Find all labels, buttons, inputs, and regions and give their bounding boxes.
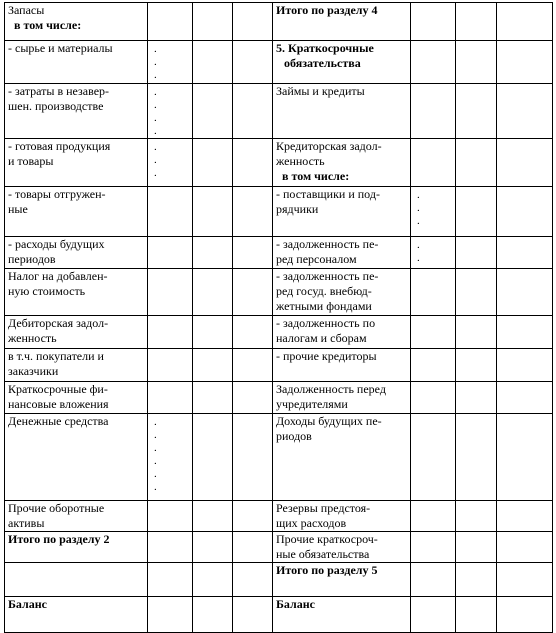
- left-item-label: [5, 563, 148, 597]
- right-value-cell: [411, 349, 456, 382]
- right-value-cell: [411, 316, 456, 349]
- right-value-cell: . . .: [411, 187, 456, 237]
- right-item-text: Кредиторская задол- женность: [276, 139, 382, 168]
- left-item-text: - сырье и материалы: [8, 41, 113, 55]
- left-value-cell-3: [233, 532, 273, 563]
- right-value-cell-3: [497, 237, 553, 269]
- right-item-text: Задолженность перед учредителями: [276, 382, 386, 411]
- left-value-cell-2: [193, 597, 233, 633]
- right-item-text: Займы и кредиты: [276, 84, 365, 98]
- left-value-cell-3: [233, 563, 273, 597]
- left-value-cell-2: [193, 139, 233, 187]
- left-value-cell: [148, 349, 193, 382]
- left-value-cell-2: [193, 501, 233, 532]
- right-value-cell-3: [497, 41, 553, 84]
- left-value-cell: [148, 532, 193, 563]
- right-value-cell: [411, 139, 456, 187]
- right-item-continuation: обязательства: [284, 56, 361, 70]
- left-item-label: [5, 316, 148, 349]
- left-value-cell-2: [193, 41, 233, 84]
- left-item-label: [5, 349, 148, 382]
- right-value-cell-3: [497, 269, 553, 316]
- table-row: [5, 139, 553, 187]
- right-item-text: - задолженность пе- ред персоналом: [276, 237, 379, 266]
- left-value-cell: [148, 3, 193, 41]
- left-item-text: - товары отгружен- ные: [8, 187, 106, 216]
- left-value-cell: . . . .: [148, 84, 193, 139]
- left-item-subheading: в том числе:: [14, 18, 82, 32]
- left-value-cell-3: [233, 316, 273, 349]
- right-value-cell: [411, 3, 456, 41]
- left-value-cell-3: [233, 139, 273, 187]
- right-value-cell-3: [497, 139, 553, 187]
- left-item-text: - затраты в незавер- шен. производстве: [8, 84, 110, 113]
- left-value-cell-2: [193, 563, 233, 597]
- right-item-label: [273, 563, 411, 597]
- left-item-text: Дебиторская задол- женность: [8, 316, 109, 345]
- table-row: [5, 501, 553, 532]
- right-value-cell-3: [497, 501, 553, 532]
- left-item-label: [5, 237, 148, 269]
- right-value-cell-2: [456, 41, 497, 84]
- table-row: [5, 414, 553, 501]
- right-item-label: [273, 84, 411, 139]
- right-value-cell-3: [497, 84, 553, 139]
- left-value-cell: . . .: [148, 41, 193, 84]
- left-item-label: [5, 3, 148, 41]
- right-item-label: [273, 532, 411, 563]
- right-item-label: [273, 41, 411, 84]
- right-value-cell-3: [497, 382, 553, 414]
- right-value-cell-3: [497, 3, 553, 41]
- right-item-subheading: в том числе:: [282, 169, 350, 183]
- left-item-label: [5, 532, 148, 563]
- left-value-cell-2: [193, 532, 233, 563]
- left-item-label: [5, 382, 148, 414]
- left-value-cell-3: [233, 269, 273, 316]
- left-item-label: [5, 187, 148, 237]
- left-value-cell-2: [193, 187, 233, 237]
- left-value-cell-2: [193, 316, 233, 349]
- left-value-cell-3: [233, 3, 273, 41]
- left-value-cell-3: [233, 382, 273, 414]
- left-item-text: в т.ч. покупатели и заказчики: [8, 349, 104, 378]
- left-value-cell: [148, 269, 193, 316]
- left-item-text: Налог на добавлен- ную стоимость: [8, 269, 108, 298]
- right-value-cell-3: [497, 532, 553, 563]
- table-row: [5, 237, 553, 269]
- right-value-cell: [411, 563, 456, 597]
- right-item-text: Итого по разделу 5: [276, 563, 378, 577]
- right-value-cell-2: [456, 269, 497, 316]
- right-value-cell-2: [456, 501, 497, 532]
- right-value-cell-2: [456, 316, 497, 349]
- left-item-text: Баланс: [8, 597, 48, 611]
- right-value-cell: . .: [411, 237, 456, 269]
- right-value-cell-2: [456, 563, 497, 597]
- left-item-label: [5, 41, 148, 84]
- left-value-cell-3: [233, 84, 273, 139]
- left-value-cell-2: [193, 269, 233, 316]
- right-item-text: - задолженность по налогам и сборам: [276, 316, 376, 345]
- table-row: [5, 3, 553, 41]
- left-item-label: [5, 414, 148, 501]
- right-value-cell-2: [456, 532, 497, 563]
- left-item-label: [5, 597, 148, 633]
- right-item-label: [273, 316, 411, 349]
- right-item-text: Итого по разделу 4: [276, 3, 378, 17]
- left-value-cell: [148, 597, 193, 633]
- right-item-label: [273, 501, 411, 532]
- left-value-cell: . . . . . .: [148, 414, 193, 501]
- left-item-label: [5, 84, 148, 139]
- table-row: [5, 316, 553, 349]
- left-item-text: Запасы: [8, 3, 45, 17]
- left-value-cell-2: [193, 349, 233, 382]
- left-item-text: - готовая продукция и товары: [8, 139, 111, 168]
- table-row: [5, 563, 553, 597]
- table-row: [5, 349, 553, 382]
- left-value-cell: [148, 563, 193, 597]
- table-row: [5, 41, 553, 84]
- left-value-cell-3: [233, 501, 273, 532]
- right-value-cell-2: [456, 187, 497, 237]
- right-value-cell: [411, 382, 456, 414]
- left-item-text: Итого по разделу 2: [8, 532, 110, 546]
- left-value-cell: [148, 187, 193, 237]
- balance-sheet-table: [4, 2, 553, 633]
- left-value-cell-3: [233, 414, 273, 501]
- right-value-cell-2: [456, 382, 497, 414]
- left-item-text: Краткосрочные фи- нансовые вложения: [8, 382, 109, 411]
- right-value-cell-3: [497, 316, 553, 349]
- left-value-cell: [148, 237, 193, 269]
- table-row: [5, 84, 553, 139]
- left-value-cell: [148, 501, 193, 532]
- right-item-label: [273, 237, 411, 269]
- right-item-label: [273, 414, 411, 501]
- right-item-text: Доходы будущих пе- риодов: [276, 414, 382, 443]
- left-value-cell-3: [233, 349, 273, 382]
- left-value-cell-2: [193, 84, 233, 139]
- left-value-cell-3: [233, 597, 273, 633]
- right-item-label: [273, 382, 411, 414]
- right-item-label: [273, 187, 411, 237]
- right-item-text: Прочие краткосроч- ные обязательства: [276, 532, 378, 561]
- right-value-cell: [411, 532, 456, 563]
- left-value-cell-2: [193, 382, 233, 414]
- right-item-label: [273, 3, 411, 41]
- right-item-text: - прочие кредиторы: [276, 349, 377, 363]
- left-value-cell-3: [233, 187, 273, 237]
- right-value-cell-2: [456, 349, 497, 382]
- right-value-cell-2: [456, 414, 497, 501]
- right-value-cell: [411, 414, 456, 501]
- right-value-cell-2: [456, 139, 497, 187]
- right-item-text: Баланс: [276, 597, 316, 611]
- left-item-text: - расходы будущих периодов: [8, 237, 105, 266]
- right-item-label: [273, 597, 411, 633]
- left-value-cell-2: [193, 237, 233, 269]
- table-row: [5, 532, 553, 563]
- right-value-cell: [411, 597, 456, 633]
- right-value-cell: [411, 84, 456, 139]
- left-item-text: Прочие оборотные активы: [8, 501, 105, 530]
- right-item-label: [273, 349, 411, 382]
- right-value-cell-3: [497, 187, 553, 237]
- right-value-cell-2: [456, 237, 497, 269]
- right-item-text: - задолженность пе- ред госуд. внебюд- жетными фондами: [276, 269, 379, 313]
- table-row: [5, 269, 553, 316]
- right-item-label: [273, 269, 411, 316]
- right-item-text: Резервы предстоя- щих расходов: [276, 501, 371, 530]
- table-row: [5, 187, 553, 237]
- left-value-cell-3: [233, 237, 273, 269]
- right-item-text: - поставщики и под- рядчики: [276, 187, 380, 216]
- left-value-cell-2: [193, 3, 233, 41]
- right-value-cell: [411, 269, 456, 316]
- left-item-label: [5, 139, 148, 187]
- right-value-cell-2: [456, 3, 497, 41]
- table-row: [5, 597, 553, 633]
- table-row: [5, 382, 553, 414]
- right-value-cell-3: [497, 349, 553, 382]
- left-item-text: Денежные средства: [8, 414, 109, 428]
- right-value-cell-2: [456, 84, 497, 139]
- right-value-cell-3: [497, 563, 553, 597]
- right-value-cell: [411, 41, 456, 84]
- right-value-cell-2: [456, 597, 497, 633]
- right-item-text: 5. Краткосрочные: [276, 41, 374, 55]
- right-value-cell-3: [497, 597, 553, 633]
- right-item-label: [273, 139, 411, 187]
- left-value-cell-2: [193, 414, 233, 501]
- left-value-cell: . . .: [148, 139, 193, 187]
- right-value-cell: [411, 501, 456, 532]
- left-item-label: [5, 269, 148, 316]
- left-item-label: [5, 501, 148, 532]
- left-value-cell: [148, 316, 193, 349]
- right-value-cell-3: [497, 414, 553, 501]
- left-value-cell: [148, 382, 193, 414]
- left-value-cell-3: [233, 41, 273, 84]
